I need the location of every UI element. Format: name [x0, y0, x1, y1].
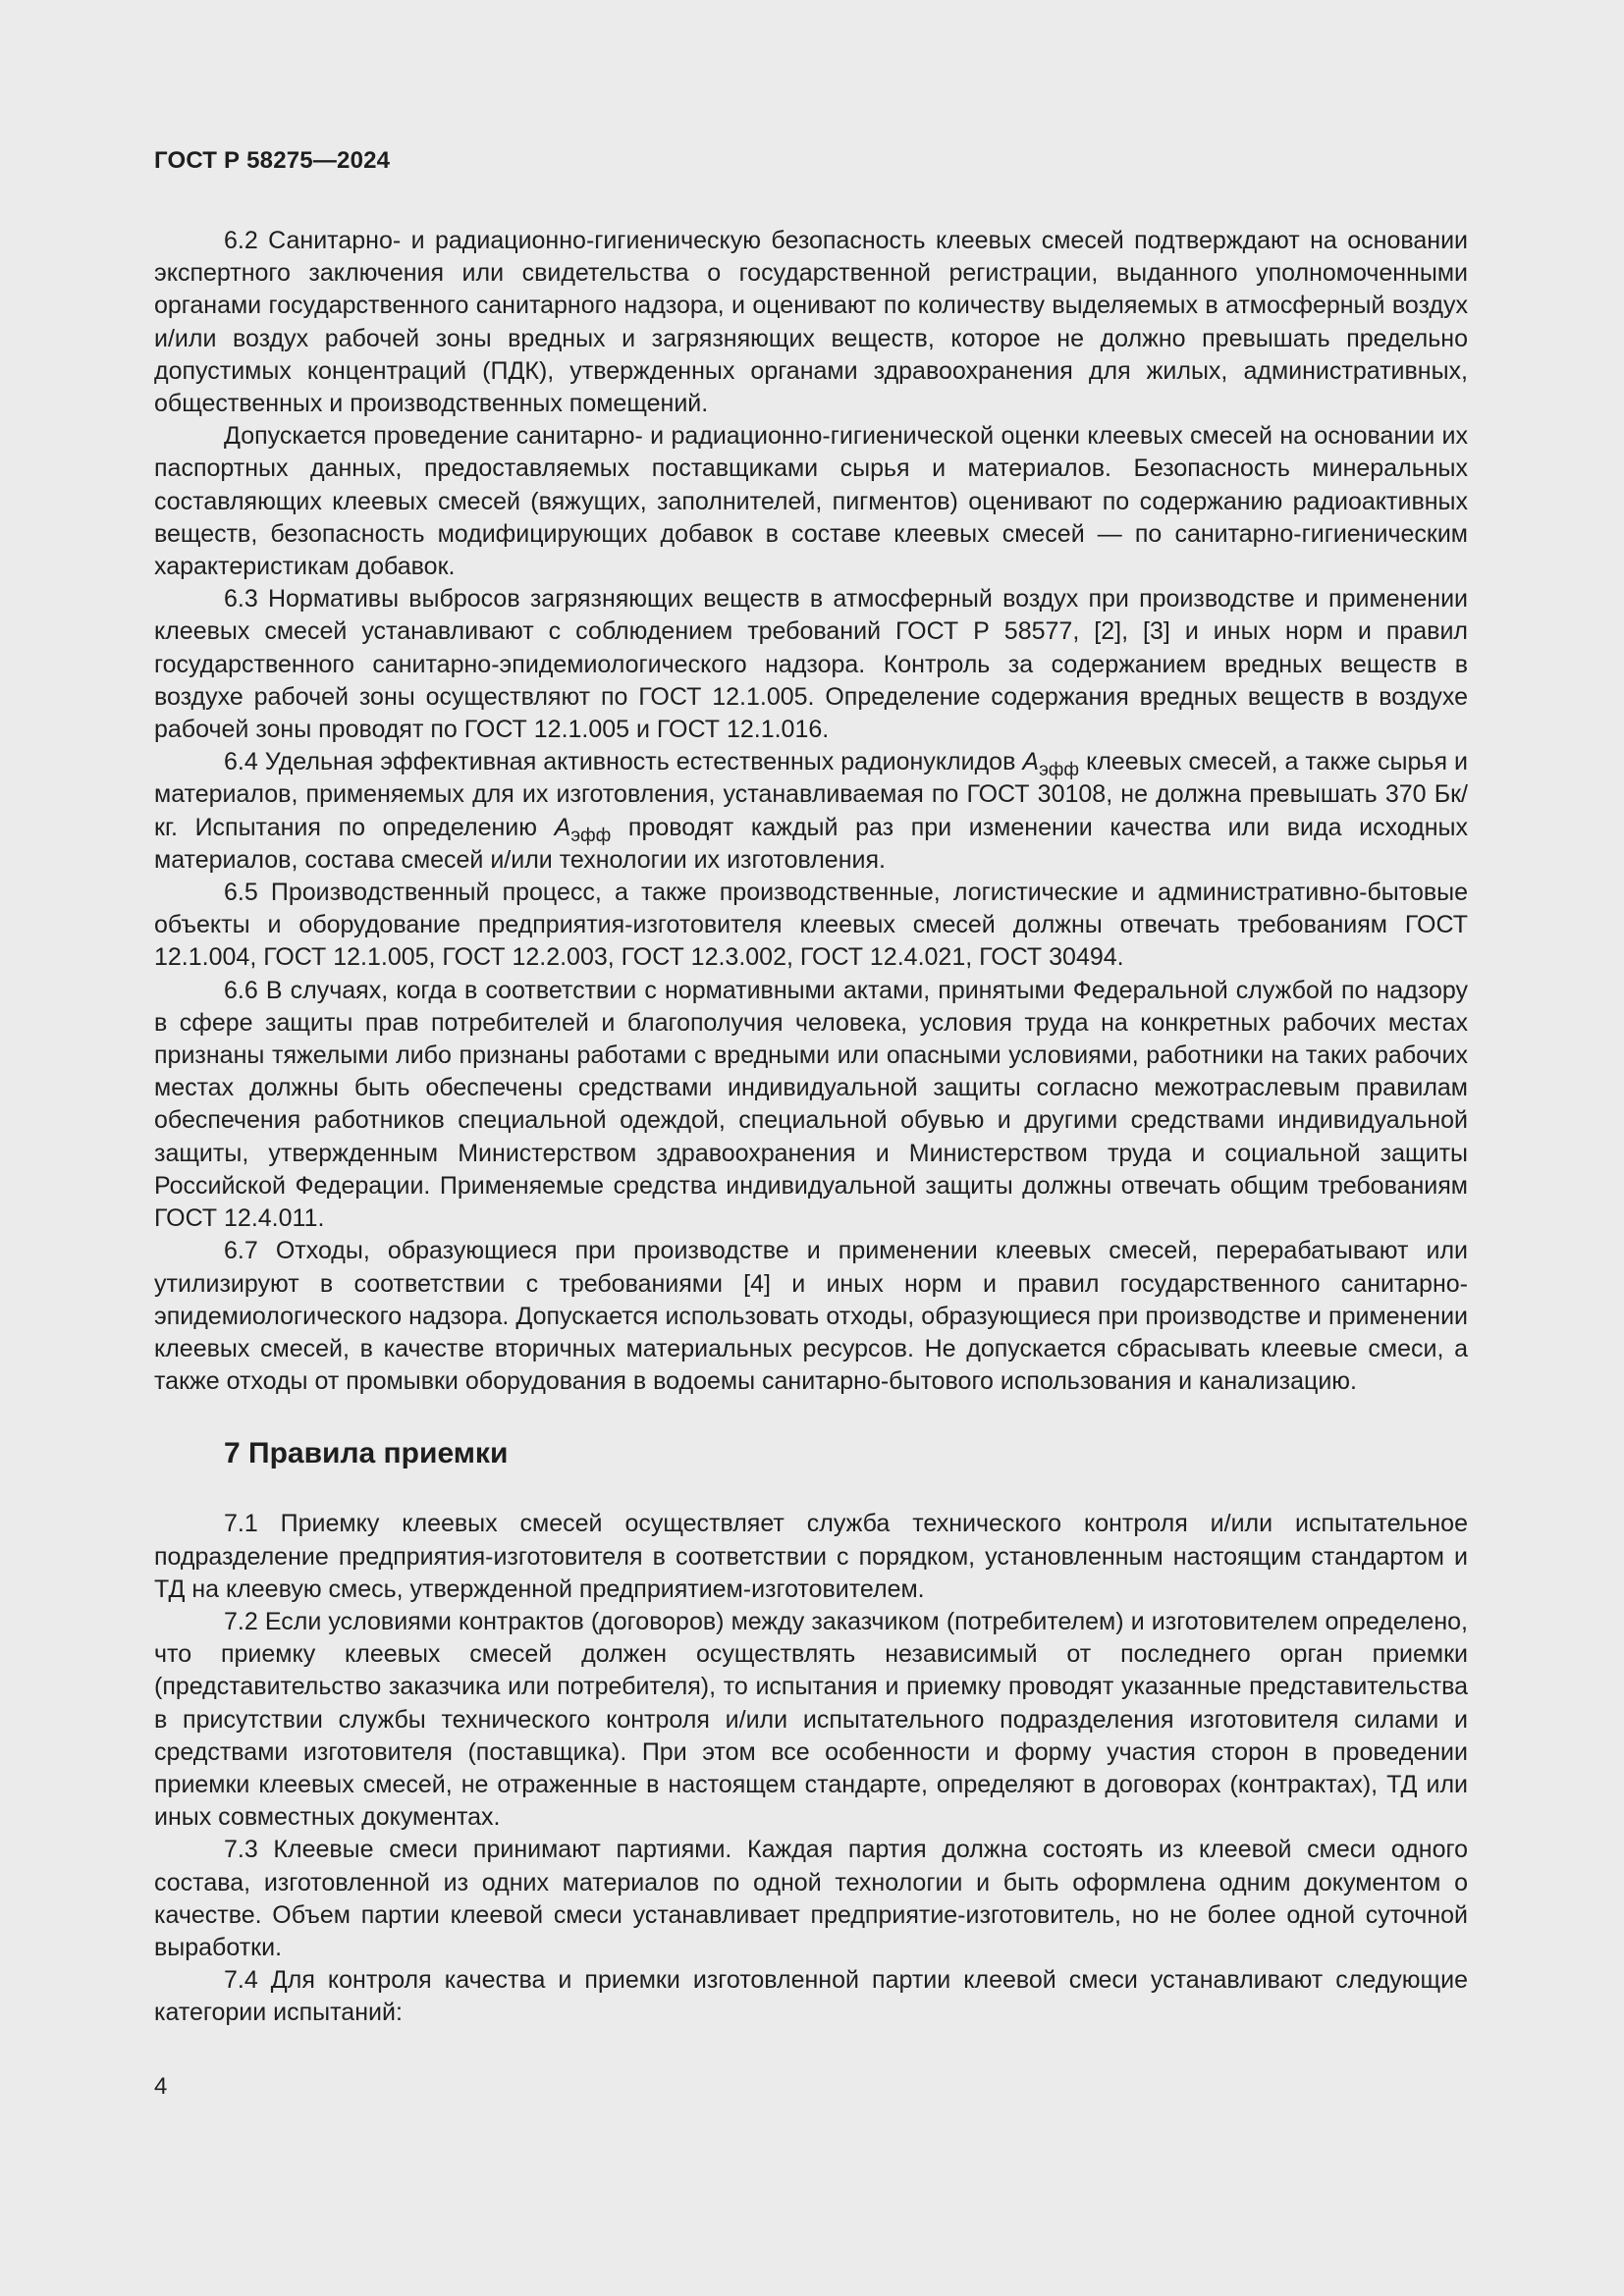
paragraph-7-3: 7.3 Клеевые смеси принимают партиями. Каждая партия должна состоять из клеевой смеси одного состава, изготовленной из одних материалов по одной технологии и быть оформлена одним документом о качестве. Объем партии клеевой смеси устанавливает предприятие-изготовитель, но не более одной суточной выработки.	[154, 1836, 1468, 1961]
paragraph-6-6: 6.6 В случаях, когда в соответствии с нормативными актами, принятыми Федеральной службой по надзору в сфере защиты прав потребителей и благополучия человека, условия труда на конкретных рабочих местах признаны тяжелыми либо признаны работами с вредными или опасными условиями, работники на таких рабочих местах должны быть обеспечены средствами индивидуальной защиты согласно межотраслевым правилам обеспечения работников специальной одеждой, специальной обувью и другими средствами индивидуальной защиты, утвержденным Министерством здравоохранения и Министерством труда и социальной защиты Российской Федерации. Применяемые средства индивидуальной защиты должны отвечать общим требованиям ГОСТ 12.4.011.	[154, 976, 1468, 1233]
paragraph-6-3: 6.3 Нормативы выбросов загрязняющих веществ в атмосферный воздух при производстве и применении клеевых смесей устанавливают с соблюдением требований ГОСТ Р 58577, [2], [3] и иных норм и правил государственного санитарно-эпидемиологического надзора. Контроль за содержанием вредных веществ в воздухе рабочей зоны осуществляют по ГОСТ 12.1.005. Определение содержания вредных веществ в воздухе рабочей зоны проводят по ГОСТ 12.1.005 и ГОСТ 12.1.016.	[154, 585, 1468, 744]
paragraph-6-7: 6.7 Отходы, образующиеся при производстве и применении клеевых смесей, перерабатывают или утилизируют в соответствии с требованиями [4] и иных норм и правил государственного санитарно-эпидемиологического надзора. Допускается использовать отходы, образующиеся при производстве и применении клеевых смесей, в качестве вторичных материальных ресурсов. Не допускается сбрасывать клеевые смеси, а также отходы от промывки оборудования в водоемы санитарно-бытового использования и канализацию.	[154, 1237, 1468, 1396]
paragraph-6-5: 6.5 Производственный процесс, а также производственные, логистические и административно-бытовые объекты и оборудование предприятия-изготовителя клеевых смесей должны отвечать требованиям ГОСТ 12.1.004, ГОСТ 12.1.005, ГОСТ 12.2.003, ГОСТ 12.3.002, ГОСТ 12.4.021, ГОСТ 30494.	[154, 879, 1468, 972]
activity-symbol	[1022, 748, 1080, 781]
activity-symbol	[554, 813, 612, 846]
page-number: 4	[154, 2073, 168, 2100]
paragraph-6-4-text-2: клеевых смесей, а также сырья и материалов, применяемых для их изготовления, устанавливаемая по ГОСТ 30108, не должна превышать 370 Бк/кг. Испытания по определению	[154, 748, 1468, 841]
activity-symbol-letter: A	[1022, 748, 1040, 776]
section-title: 7 Правила приемки	[224, 1437, 509, 1470]
document-header: ГОСТ Р 58275—2024	[154, 147, 391, 174]
paragraph-6-2-cont: Допускается проведение санитарно- и радиационно-гигиенической оценки клеевых смесей на основании их паспортных данных, предоставляемых поставщиками сырья и материалов. Безопасность минеральных составляющих клеевых смесей (вяжущих, заполнителей, пигментов) оценивают по содержанию радиоактивных веществ, безопасность модифицирующих добавок в составе клеевых смесей — по санитарно-гигиеническим характеристикам добавок.	[154, 422, 1468, 581]
paragraph-6-4	[154, 746, 1468, 877]
paragraph-6-4-text-1: 6.4 Удельная эффективная активность естественных радионуклидов	[224, 748, 1023, 776]
paragraph-7-2: 7.2 Если условиями контрактов (договоров) между заказчиком (потребителем) и изготовителем определено, что приемку клеевых смесей должен осуществлять независимый от последнего орган приемки (представительство заказчика или потребителя), то испытания и приемку проводят указанные представительства в присутствии службы технического контроля и/или испытательного подразделения изготовителя силами и средствами изготовителя (поставщика). При этом все особенности и форму участия сторон в проведении приемки клеевых смесей, не отраженные в настоящем стандарте, определяют в договорах (контрактах), ТД или иных совместных документах.	[154, 1607, 1468, 1832]
activity-symbol-subscript: эфф	[570, 825, 612, 846]
activity-symbol-subscript: эфф	[1039, 760, 1080, 781]
paragraph-7-4: 7.4 Для контроля качества и приемки изготовленной партии клеевой смеси устанавливают следующие категории испытаний:	[154, 1966, 1468, 2027]
paragraph-6-4-text-3: проводят каждый раз при изменении качества или вида исходных материалов, состава смесей и/или технологии их изготовления.	[154, 813, 1469, 874]
paragraph-6-2: 6.2 Санитарно- и радиационно-гигиеническую безопасность клеевых смесей подтверждают на основании экспертного заключения или свидетельства о государственной регистрации, выданного уполномоченными органами государственного санитарного надзора, и оценивают по количеству выделяемых в атмосферный воздух и/или воздух рабочей зоны вредных и загрязняющих веществ, которое не должно превышать предельно допустимых концентраций (ПДК), утвержденных органами здравоохранения для жилых, административных, общественных и производственных помещений.	[154, 227, 1468, 418]
document-body	[154, 225, 1468, 2030]
activity-symbol-letter: A	[554, 813, 571, 841]
paragraph-7-1: 7.1 Приемку клеевых смесей осуществляет служба технического контроля и/или испытательное подразделение предприятия-изготовителя в соответствии с порядком, установленным настоящим стандартом и ТД на клеевую смесь, утвержденной предприятием-изготовителем.	[154, 1510, 1468, 1603]
